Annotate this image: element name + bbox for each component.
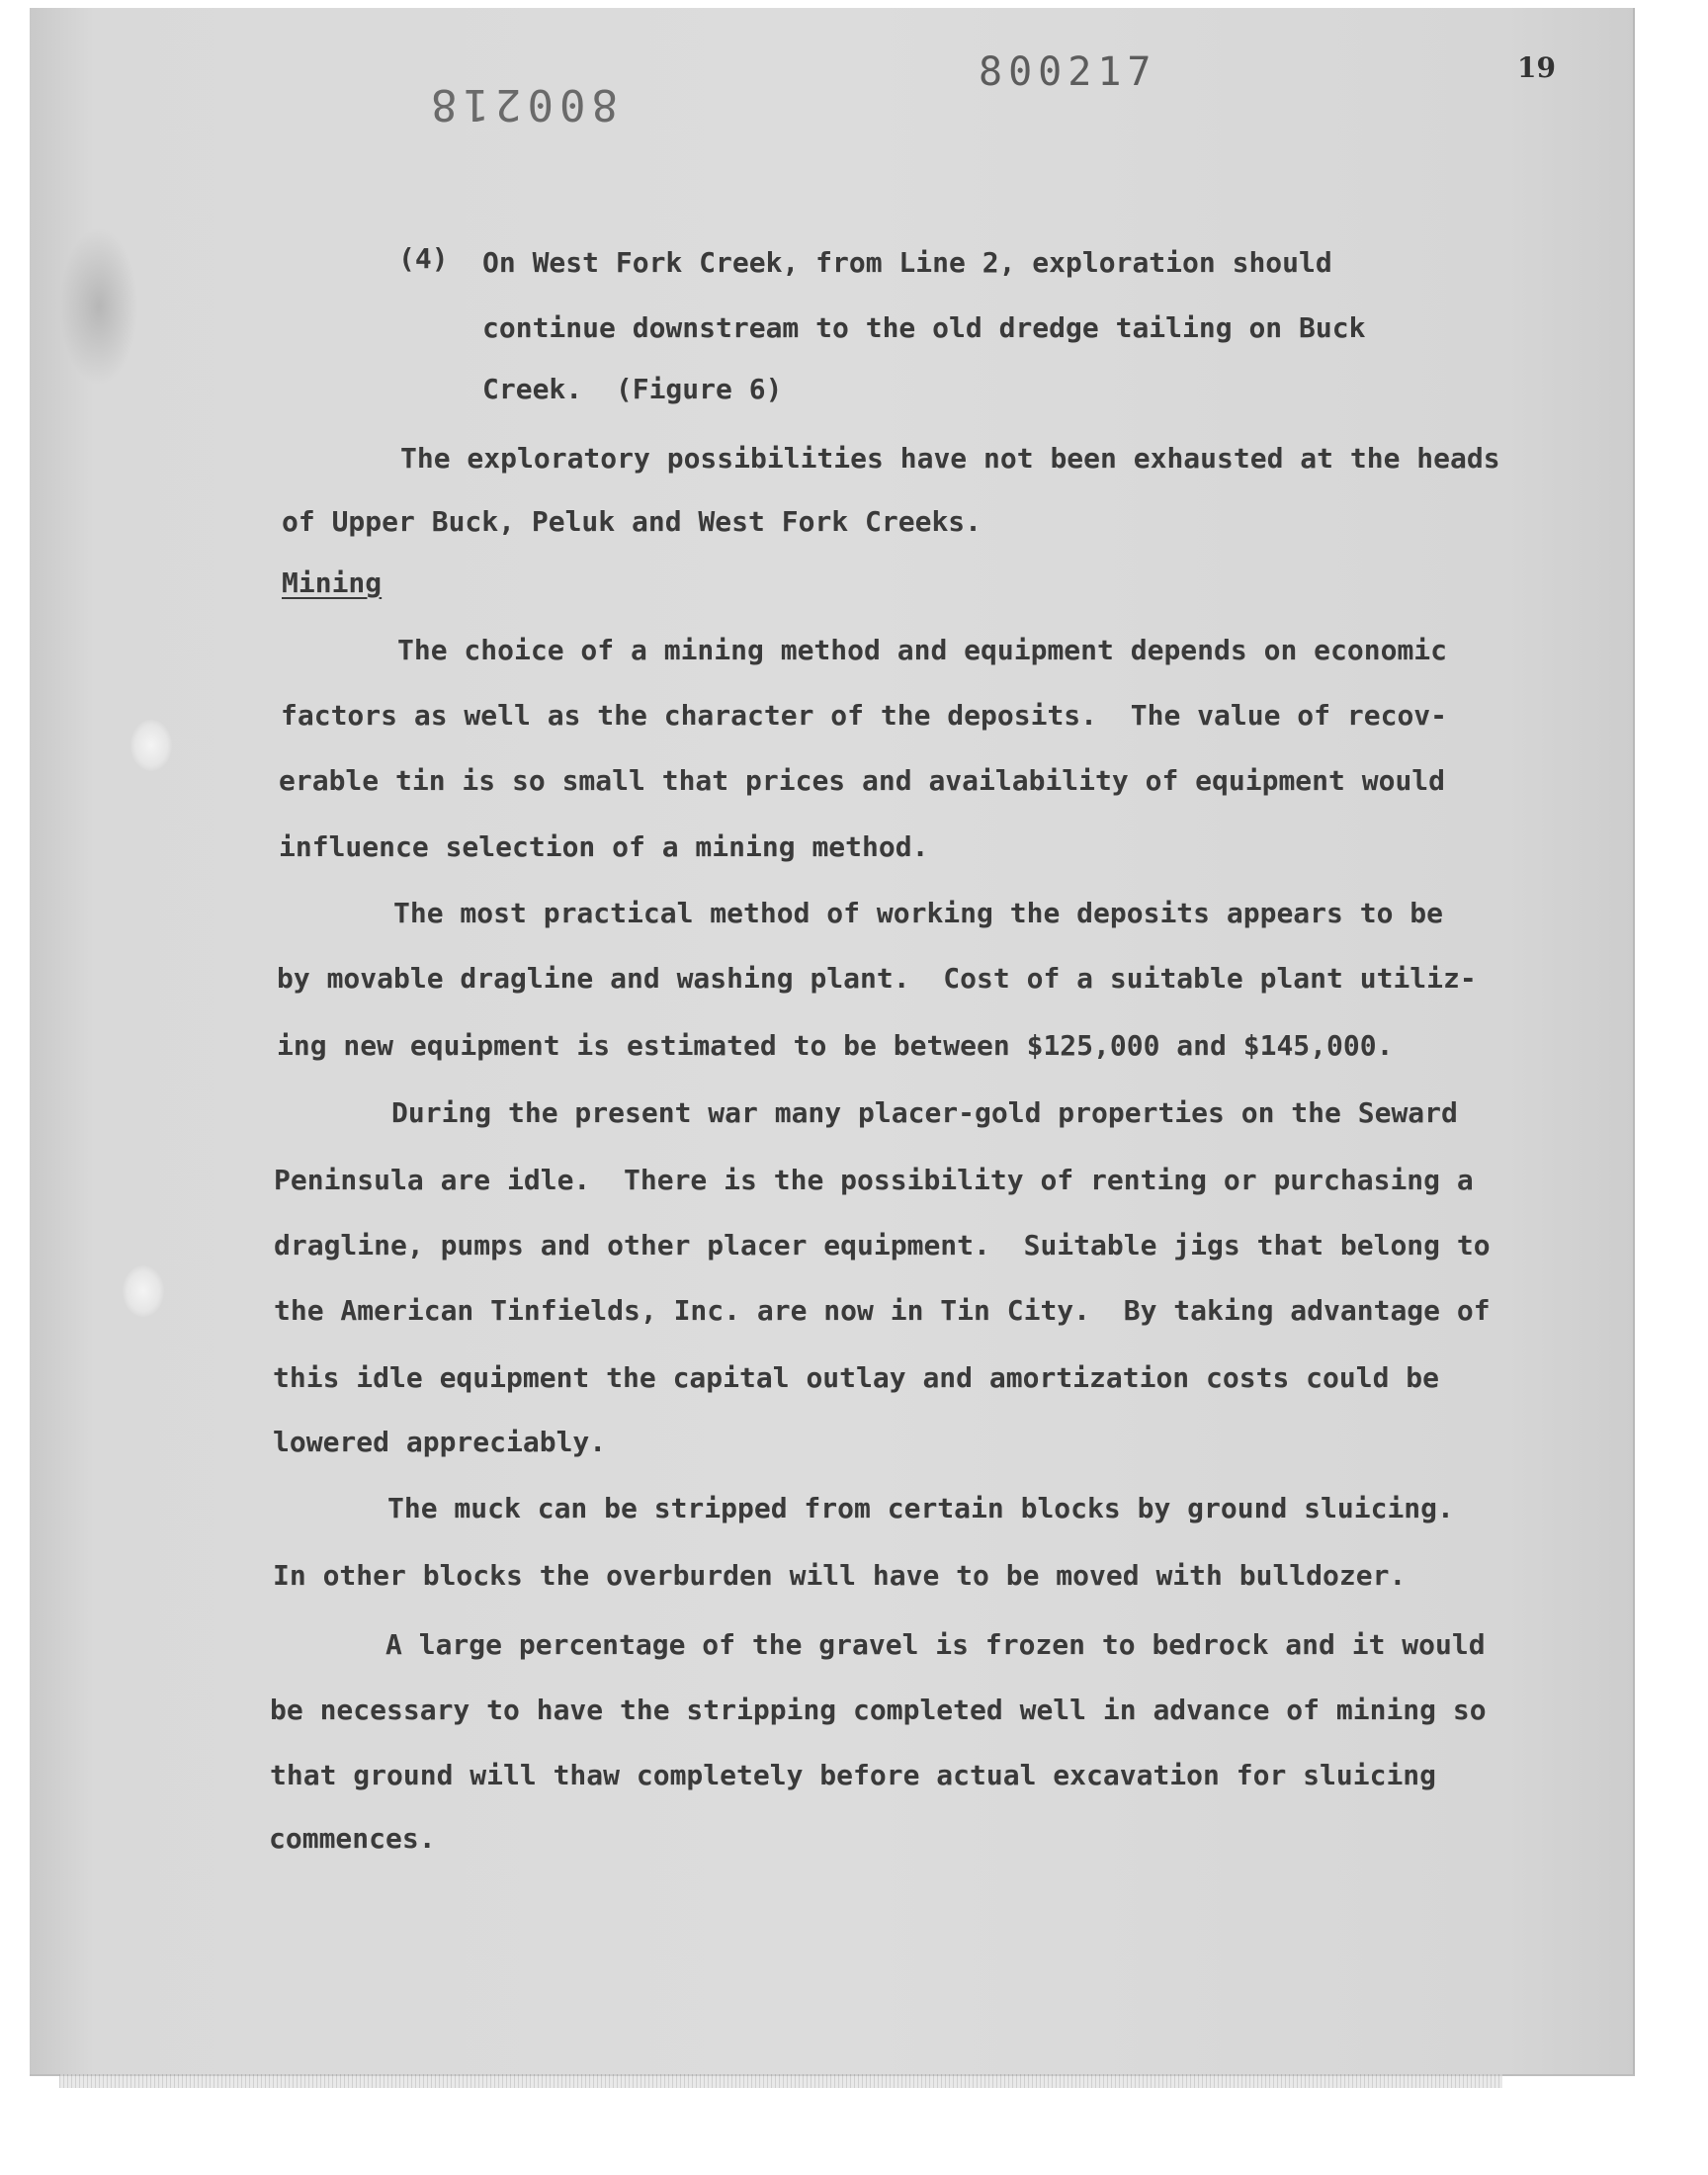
section-heading: Mining <box>282 566 383 599</box>
paragraph-line: A large percentage of the gravel is frozen to bedrock and it would <box>385 1628 1486 1661</box>
paragraph-line: of Upper Buck, Peluk and West Fork Creeks. <box>282 505 982 538</box>
serial-number: 800217 <box>979 49 1157 95</box>
item4-line: On West Fork Creek, from Line 2, exploration should <box>482 246 1332 279</box>
paragraph-line: erable tin is so small that prices and availability of equipment would <box>279 764 1446 797</box>
paragraph-line: this idle equipment the capital outlay and amortization costs could be <box>273 1361 1440 1394</box>
paragraph-line: the American Tinfields, Inc. are now in Tin City. By taking advantage of <box>274 1294 1491 1327</box>
punch-hole <box>123 1265 164 1317</box>
scan-edge-artifact <box>59 2074 1502 2088</box>
paragraph-line: The choice of a mining method and equipment depends on economic <box>397 634 1448 666</box>
paragraph-line: by movable dragline and washing plant. Cost of a suitable plant utiliz- <box>277 962 1477 995</box>
item-marker: (4) <box>398 242 449 275</box>
paragraph-line: Peninsula are idle. There is the possibility of renting or purchasing a <box>274 1164 1474 1196</box>
paragraph-line: The muck can be stripped from certain blocks by ground sluicing. <box>387 1492 1454 1524</box>
paragraph-line: dragline, pumps and other placer equipment. Suitable jigs that belong to <box>274 1229 1491 1262</box>
paragraph-line: The most practical method of working the deposits appears to be <box>393 897 1444 929</box>
item4-line: continue downstream to the old dredge tailing on Buck <box>482 311 1366 344</box>
paragraph-line: be necessary to have the stripping completed well in advance of mining so <box>270 1694 1487 1726</box>
paragraph-line: that ground will thaw completely before actual excavation for sluicing <box>270 1759 1437 1791</box>
item4-line: Creek. (Figure 6) <box>482 373 783 405</box>
paragraph-line: The exploratory possibilities have not been exhausted at the heads <box>400 442 1500 475</box>
punch-hole <box>130 720 172 771</box>
paragraph-line: factors as well as the character of the deposits. The value of recov- <box>281 699 1448 732</box>
paragraph-line: During the present war many placer-gold properties on the Seward <box>391 1096 1458 1129</box>
paragraph-line: influence selection of a mining method. <box>279 830 929 863</box>
paragraph-line: commences. <box>269 1822 436 1855</box>
paragraph-line: In other blocks the overburden will have to be moved with bulldozer. <box>273 1559 1407 1592</box>
scan-smudge <box>59 227 138 386</box>
serial-number-rotated: 800218 <box>425 79 618 130</box>
paragraph-line: ing new equipment is estimated to be between $125,000 and $145,000. <box>277 1029 1394 1062</box>
page-number: 19 <box>1517 51 1556 84</box>
paragraph-line: lowered appreciably. <box>273 1426 607 1458</box>
